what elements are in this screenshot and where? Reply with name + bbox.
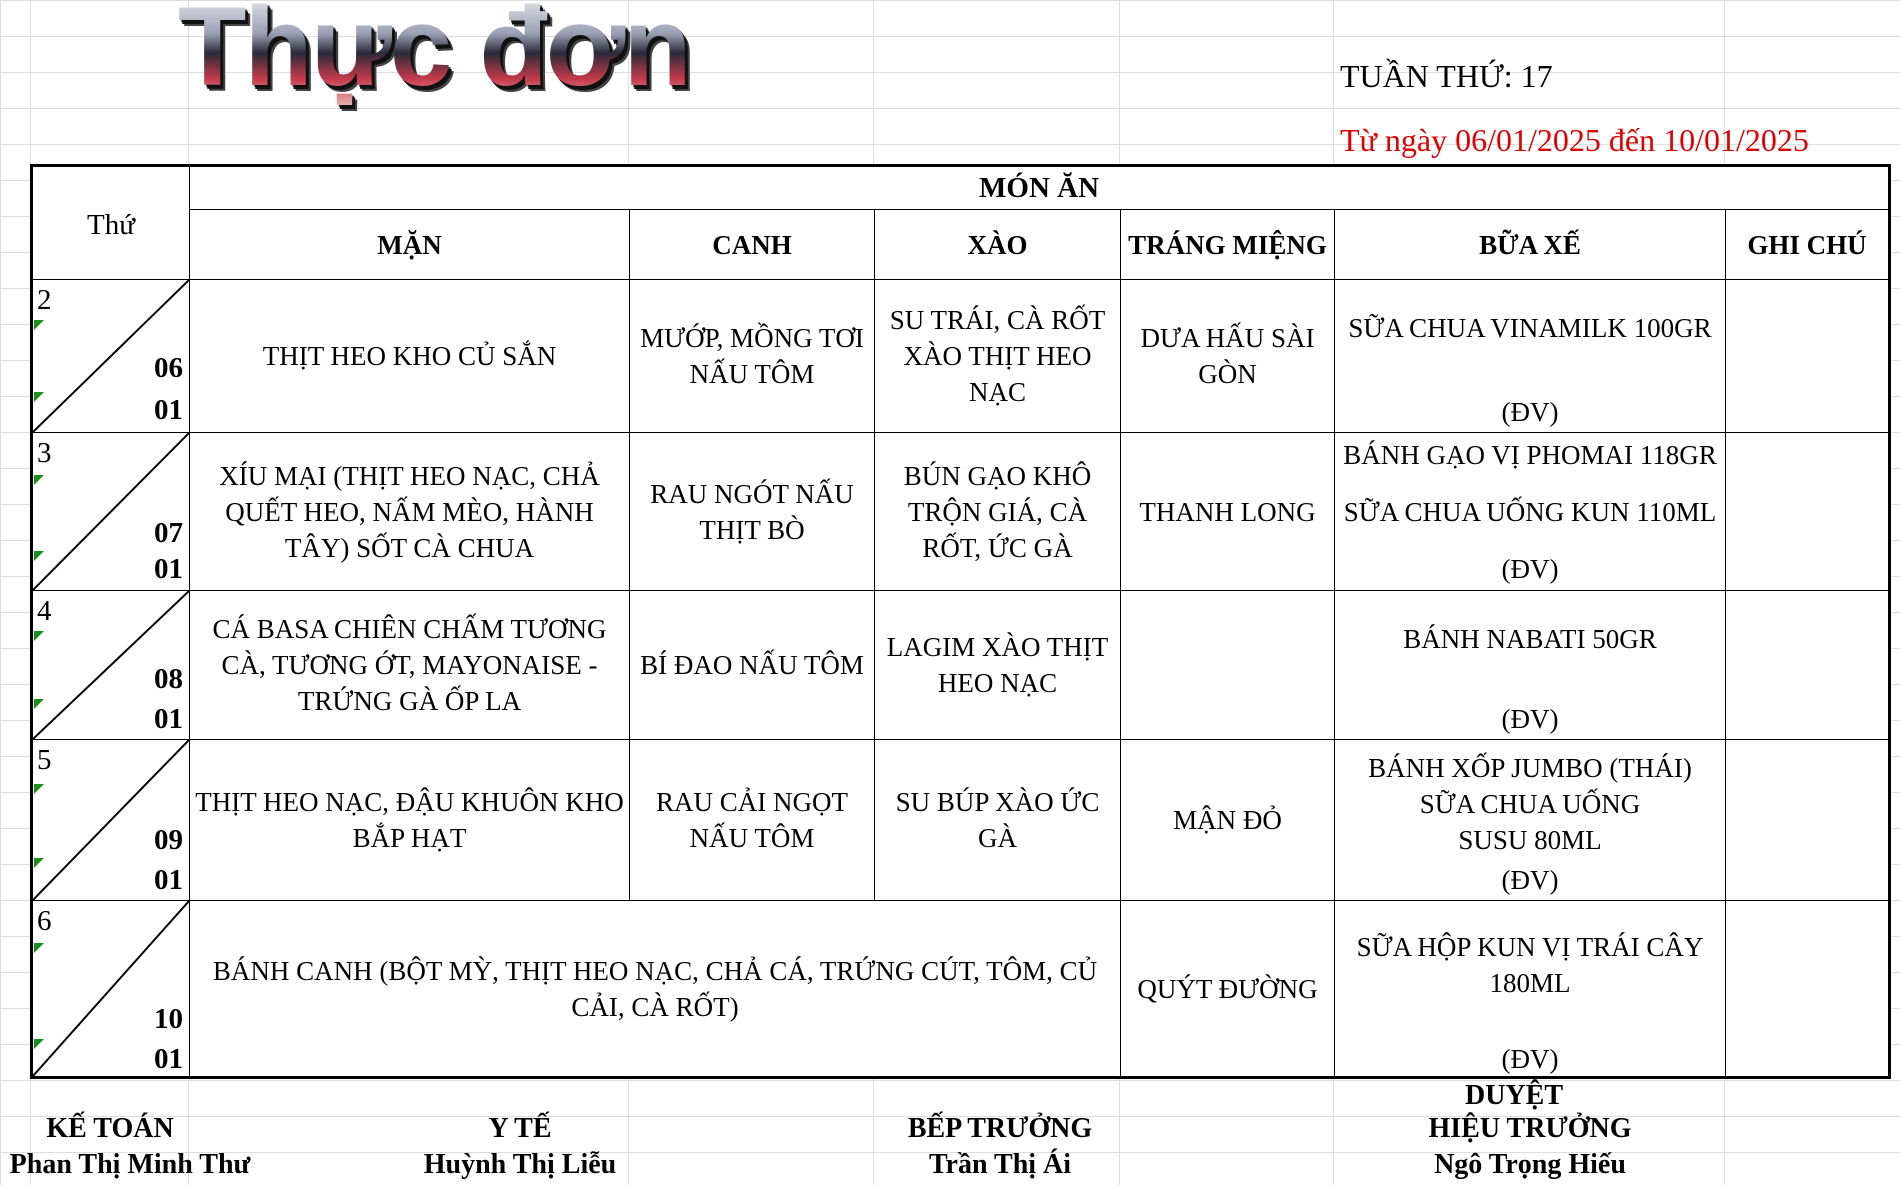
dish-xao: LAGIM XÀO THỊT HEO NẠC — [875, 591, 1121, 740]
day-cell — [32, 591, 190, 740]
menu-logo: Thực đơn — [178, 0, 690, 111]
cell-marker-icon — [34, 943, 44, 953]
medical-title: Y TẾ — [488, 1113, 552, 1144]
cell-marker-icon — [34, 1039, 44, 1049]
day-number: 06 — [154, 352, 183, 384]
day-cell — [32, 901, 190, 1078]
snack-line: BÁNH GẠO VỊ PHOMAI 118GR — [1343, 440, 1717, 470]
snack-line: BÁNH NABATI 50GR — [1403, 624, 1657, 654]
note-cell — [1726, 280, 1890, 433]
day-number: 10 — [154, 1003, 183, 1035]
snack-line: SỮA CHUA UỐNG — [1419, 789, 1641, 819]
dish-canh: MƯỚP, MỒNG TƠI NẤU TÔM — [630, 280, 875, 433]
month-number: 01 — [154, 864, 183, 896]
dish-bua-xe — [1335, 433, 1726, 591]
snack-line: BÁNH XỐP JUMBO (THÁI) — [1368, 753, 1692, 783]
weekday-number: 5 — [37, 744, 52, 776]
dish-merged: BÁNH CANH (BỘT MỲ, THỊT HEO NẠC, CHẢ CÁ, TRỨNG CÚT, TÔM, CỦ CẢI, CÀ RỐT) — [190, 901, 1121, 1078]
dish-bua-xe — [1335, 740, 1726, 901]
day-number: 09 — [154, 824, 183, 856]
snack-line: SỮA HỘP KUN VỊ TRÁI CÂY — [1356, 932, 1704, 962]
dish-bua-xe — [1335, 591, 1726, 740]
cell-marker-icon — [34, 475, 44, 485]
approve-label: DUYỆT — [1464, 1080, 1563, 1111]
weekday-number: 2 — [37, 284, 52, 316]
principal-title: HIỆU TRƯỞNG — [1428, 1113, 1632, 1144]
month-number: 01 — [154, 553, 183, 585]
snack-line: (ĐV) — [1501, 704, 1559, 734]
snack-line: (ĐV) — [1501, 865, 1559, 895]
col-header-ghi-chu: GHI CHÚ — [1726, 210, 1890, 280]
dish-bua-xe — [1335, 280, 1726, 433]
dish-man: THỊT HEO KHO CỦ SẮN — [190, 280, 630, 433]
cell-marker-icon — [34, 784, 44, 794]
col-header-xao: XÀO — [875, 210, 1121, 280]
date-range: Từ ngày 06/01/2025 đến 10/01/2025 — [1340, 122, 1809, 158]
dish-man: CÁ BASA CHIÊN CHẤM TƯƠNG CÀ, TƯƠNG ỚT, MAYONAISE - TRỨNG GÀ ỐP LA — [190, 591, 630, 740]
cell-marker-icon — [34, 392, 44, 402]
snack-line: SUSU 80ML — [1458, 825, 1602, 855]
cell-marker-icon — [34, 320, 44, 330]
month-number: 01 — [154, 1043, 183, 1075]
dish-canh: RAU CẢI NGỌT NẤU TÔM — [630, 740, 875, 901]
note-cell — [1726, 591, 1890, 740]
day-row-friday — [32, 901, 1890, 1078]
dish-xao: BÚN GẠO KHÔ TRỘN GIÁ, CÀ RỐT, ỨC GÀ — [875, 433, 1121, 591]
week-label: TUẦN THỨ: 17 — [1340, 58, 1553, 94]
cell-marker-icon — [34, 631, 44, 641]
snack-line: (ĐV) — [1501, 1044, 1559, 1074]
chef-name: Trần Thị Ái — [928, 1149, 1072, 1180]
cell-marker-icon — [34, 699, 44, 709]
weekday-number: 4 — [37, 595, 52, 627]
snack-line: (ĐV) — [1501, 397, 1559, 427]
dish-xao: SU BÚP XÀO ỨC GÀ — [875, 740, 1121, 901]
dish-xao: SU TRÁI, CÀ RỐT XÀO THỊT HEO NẠC — [875, 280, 1121, 433]
dish-bua-xe — [1335, 901, 1726, 1078]
snack-line: (ĐV) — [1501, 554, 1559, 584]
day-number: 08 — [154, 663, 183, 695]
col-header-canh: CANH — [630, 210, 875, 280]
dish-trang-mieng — [1121, 591, 1335, 740]
day-row-monday — [32, 280, 1890, 433]
day-cell — [32, 433, 190, 591]
day-header: Thứ — [32, 166, 190, 280]
dishes-header: MÓN ĂN — [190, 166, 1890, 210]
day-cell — [32, 740, 190, 901]
month-number: 01 — [154, 394, 183, 426]
dish-trang-mieng: MẬN ĐỎ — [1121, 740, 1335, 901]
dish-canh: RAU NGÓT NẤU THỊT BÒ — [630, 433, 875, 591]
note-cell — [1726, 740, 1890, 901]
dish-trang-mieng: DƯA HẤU SÀI GÒN — [1121, 280, 1335, 433]
day-number: 07 — [154, 517, 183, 549]
cell-marker-icon — [34, 858, 44, 868]
weekday-number: 6 — [37, 905, 52, 937]
snack-line: SỮA CHUA VINAMILK 100GR — [1348, 313, 1712, 343]
accountant-title: KẾ TOÁN — [46, 1113, 174, 1144]
day-cell — [32, 280, 190, 433]
medical-name: Huỳnh Thị Liễu — [423, 1149, 617, 1180]
dish-man: XÍU MẠI (THỊT HEO NẠC, CHẢ QUẾT HEO, NẤM MÈO, HÀNH TÂY) SỐT CÀ CHUA — [190, 433, 630, 591]
snack-line: SỮA CHUA UỐNG KUN 110ML — [1343, 497, 1717, 527]
weekday-number: 3 — [37, 437, 52, 469]
dish-canh: BÍ ĐAO NẤU TÔM — [630, 591, 875, 740]
day-row-thursday — [32, 740, 1890, 901]
month-number: 01 — [154, 703, 183, 735]
col-header-bua-xe: BỮA XẾ — [1335, 210, 1726, 280]
col-header-man: MẶN — [190, 210, 630, 280]
day-row-tuesday — [32, 433, 1890, 591]
chef-title: BẾP TRƯỞNG — [907, 1113, 1093, 1144]
cell-marker-icon — [34, 551, 44, 561]
dish-man: THỊT HEO NẠC, ĐẬU KHUÔN KHO BẮP HẠT — [190, 740, 630, 901]
snack-line: 180ML — [1489, 968, 1571, 998]
menu-table — [30, 164, 1891, 1079]
col-header-trang-mieng: TRÁNG MIỆNG — [1121, 210, 1335, 280]
dish-trang-mieng: THANH LONG — [1121, 433, 1335, 591]
principal-name: Ngô Trọng Hiếu — [1434, 1149, 1626, 1180]
accountant-name: Phan Thị Minh Thư — [9, 1149, 251, 1180]
day-row-wednesday — [32, 591, 1890, 740]
note-cell — [1726, 901, 1890, 1078]
note-cell — [1726, 433, 1890, 591]
dish-trang-mieng: QUÝT ĐƯỜNG — [1121, 901, 1335, 1078]
